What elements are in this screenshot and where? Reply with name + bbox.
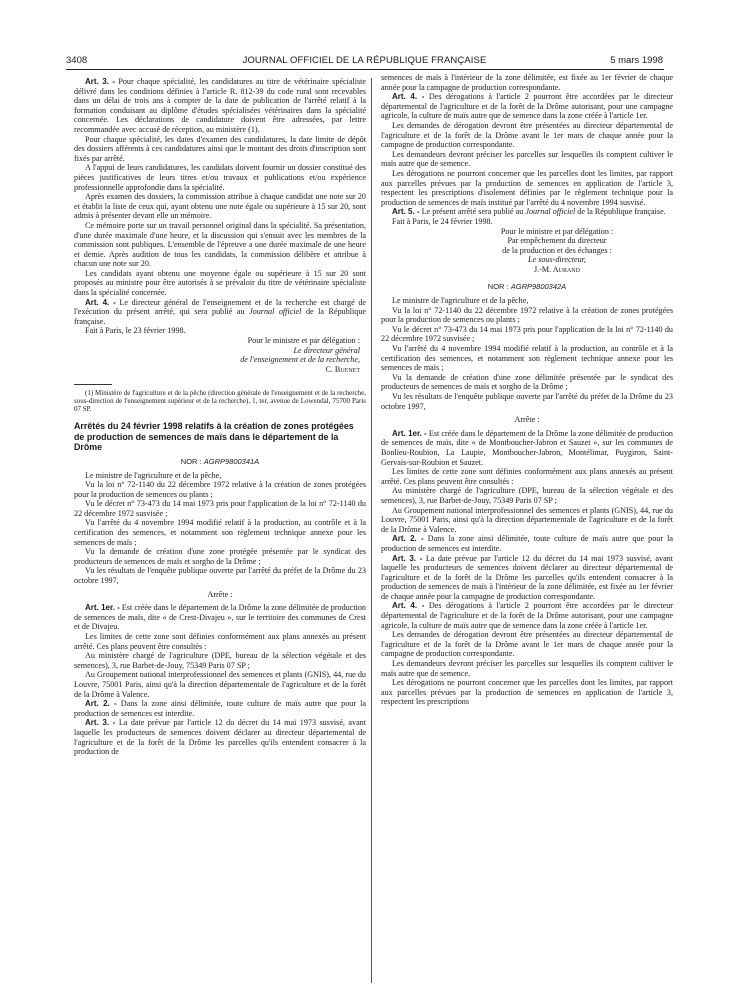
paragraph: Vu la loi n° 72-1140 du 22 décembre 1972 relative à la création de zones protégées pour la production de semences ou plants ; (74, 480, 366, 499)
signature-line: Par empêchement du directeur (507, 236, 607, 246)
paragraph: Les limites de cette zone sont définies conformément aux plans annexés au présent arrêté. Ces plans peuvent être consultés : (74, 632, 366, 651)
paragraph: Les demandes de dérogation devront être présentées au directeur départemental de l'agriculture et de la forêt de la Drôme avant le 1er mars de chaque année pour la campagne de production correspondante. (381, 120, 673, 150)
paragraph: Art. 3. - La date prévue par l'article 12 du décret du 14 mai 1973 susvisé, avant laquelle les producteurs de semences doivent déclarer au directeur départemental de l'agriculture et de la forêt de la Drôme les parcelles qu'ils entendent consacrer à la production de semences de maïs à l'intérieur de la zone délimitée, est fixée au 1er février de chaque année pour la campagne de production correspondante. (381, 553, 673, 601)
signature-line: de l'enseignement et de la recherche, (240, 355, 360, 365)
paragraph: Vu les résultats de l'enquête publique ouverte par l'arrêté du préfet de la Drôme du 23 octobre 1997, (381, 392, 673, 411)
signature-line: de la production et des échanges : (502, 245, 612, 255)
journal-title: JOURNAL OFFICIEL DE LA RÉPUBLIQUE FRANÇAISE (242, 55, 487, 66)
paragraph: Vu la demande de création d'une zone délimitée présentée par le syndicat des producteurs de semences de maïs et sorgho de la Drôme ; (381, 372, 673, 392)
section-title: Arrêtés du 24 février 1998 relatifs à la création de zones protégées de production de semences de maïs dans le département de la Drôme (74, 421, 354, 453)
paragraph: Le ministre de l'agriculture et de la pêche, (392, 296, 529, 306)
article-label: Art. 5. - (392, 207, 420, 217)
header-rule (66, 69, 664, 70)
paragraph: Art. 1er. - Est créée dans le département de la Drôme la zone délimitée de production de semences de maïs, dite « de Crest-Divajeu », sur le territoire des communes de Crest et de Divajeu. (74, 603, 366, 632)
paragraph: Après examen des dossiers, la commission attribue à chaque candidat une note sur 20 et établit la liste de ceux qui, ayant obtenu une note égale ou supérieure à 15 sur 20, sont admis à présenter devant elle un mémoire. (74, 192, 366, 221)
paragraph: Art. 4. - Des dérogations à l'article 2 pourront être accordées par le directeur départemental de l'agriculture et de la forêt de la Drôme autorisant, pour une campagne agricole, la culture de maïs autre que de semence dans la zone créée à l'article 1er. (381, 92, 673, 121)
fait-line: Fait à Paris, le 23 février 1998. (85, 326, 186, 336)
signatory-name: J.-M. Aurand (534, 264, 580, 274)
paragraph: Art. 5. - Le présent arrêté sera publié au Journal officiel de la République française. (392, 207, 666, 217)
paragraph: Vu le décret n° 73-473 du 14 mai 1973 pris pour l'application de la loi n° 72-1140 du 22 décembre 1972 susvisée ; (74, 499, 366, 518)
article-label: Art. 3. - (392, 553, 423, 563)
right-column (381, 73, 673, 707)
article-label: Art. 1er. - (85, 603, 120, 613)
paragraph: Au ministère chargé de l'agriculture (DPE, bureau de la sélection végétale et des semences), 3, rue Barbet-de-Jouy, 75349 Paris 07 SP ; (74, 651, 366, 670)
paragraph: Les dérogations ne pourront concerner que les parcelles dont les limites, par rapport aux parcelles prévues par la production de semences en application de l'article 3, respectent les prescriptions (381, 678, 673, 707)
paragraph: Vu la loi n° 72-1140 du 22 décembre 1972 relative à la création de zones protégées pour la production de semences ou plants ; (381, 305, 673, 325)
signature-line: Le sous-directeur, (528, 255, 586, 265)
article-label: Art. 3. - (85, 77, 116, 86)
paragraph: Art. 4. - Des dérogations à l'article 2 pourront être accordées par le directeur départemental de l'agriculture et de la forêt de la Drôme autorisant, pour une campagne agricole, la culture de maïs autre que de semence dans la zone créée à l'article 1er. (381, 601, 673, 630)
article-label: Art. 2. - (85, 699, 117, 709)
signatory-name: C. Buenet (325, 364, 360, 374)
paragraph: Les demandeurs devront préciser les parcelles sur lesquelles ils comptent cultiver le maïs autre que de semence. (381, 149, 673, 169)
paragraph: Vu les résultats de l'enquête publique ouverte par l'arrêté du préfet de la Drôme du 23 octobre 1997, (74, 566, 366, 586)
paragraph: Ce mémoire porte sur un travail personnel original dans la spécialité. Sa présentation, d'une durée maximale d'une heure, et la discussion qui s'ensuit avec les membres de la commission sont publiques. L'ensemble de l'épreuve a une durée maximale de une heure et demie. Après audition de tous les candidats, la commission délibère et attribue à chacun une note sur 20. (74, 220, 366, 269)
fait-line: Fait à Paris, le 24 février 1998. (392, 216, 493, 226)
page-number: 3408 (66, 55, 88, 66)
paragraph: Au Groupement national interprofessionnel des semences et plants (GNIS), 44, rue du Louvre, 75001 Paris, ainsi qu'à la direction départementale de l'agriculture et de la forêt de la Drôme à Valence. (74, 670, 366, 699)
paragraph: Pour chaque spécialité, les dates d'examen des candidatures, la date limite de dépôt des dossiers afférents à ces candidatures ainsi que le montant des droits d'inscription sont fixés par arrêté. (74, 134, 366, 163)
footnote-rule (74, 384, 112, 385)
article-label: Art. 4. - (392, 601, 425, 611)
paragraph: Art. 3. - La date prévue par l'article 12 du décret du 14 mai 1973 susvisé, avant laquelle les producteurs de semences doivent déclarer au directeur départemental de l'agriculture et de la forêt de la Drôme les parcelles qu'ils entendent consacrer à la production de (74, 718, 366, 757)
paragraph: Au Groupement national interprofessionnel des semences et plants (GNIS), 44, rue du Louvre, 75001 Paris, ainsi qu'à la direction départementale de l'agriculture et de la forêt de la Drôme à Valence. (381, 505, 673, 534)
article-label: Art. 2. - (392, 534, 424, 544)
article-label: Art. 3. - (85, 718, 116, 728)
article-label: Art. 4. - (392, 92, 425, 102)
nor-reference: NOR : AGRP9800341A (180, 456, 260, 466)
signature-line: Pour le ministre et par délégation : (247, 336, 360, 346)
paragraph: Art. 1er. - Est créée dans le département de la Drôme la zone délimitée de production de semences de maïs, dite « de Montboucher-Jabron et Sauzet », sur les communes de Bonlieu-Roubion, La Laupie, Montboucher-Jabron, Montélimar, Puygiron, Saint-Gervais-sur-Roubion et Sauzet. (381, 428, 673, 467)
paragraph: Art. 2. - Dans la zone ainsi délimitée, toute culture de maïs autre que pour la production de semences est interdite. (74, 699, 367, 718)
page-header (66, 55, 663, 69)
left-column (74, 77, 366, 757)
paragraph: Les demandes de dérogation devront être présentées au directeur départemental de l'agriculture et de la forêt de la Drôme avant le 1er mars de chaque année pour la campagne de production correspondante. (381, 630, 673, 659)
paragraph: Art. 4. - Le directeur général de l'enseignement et de la recherche est chargé de l'exécution du présent arrêté, qui sera publié au Journal officiel de la République française. (74, 297, 367, 326)
paragraph: Vu l'arrêté du 4 novembre 1994 modifié relatif à la production, au contrôle et à la certification des semences, et notamment son règlement technique annexe pour les semences de maïs ; (74, 518, 366, 547)
paragraph: Les candidats ayant obtenu une moyenne égale ou supérieure à 15 sur 20 sont proposés au ministre pour être autorisés à se prévaloir du titre de vétérinaire spécialiste dans la spécialité concernée. (74, 268, 366, 298)
paragraph: Vu la demande de création d'une zone protégée présentée par le syndicat des producteurs de semences de maïs et sorgho de la Drôme ; (74, 547, 366, 566)
paragraph: Vu l'arrêté du 4 novembre 1994 modifié relatif à la production, au contrôle et à la certification des semences, et notamment son règlement technique annexe pour les semences de maïs ; (381, 344, 673, 373)
paragraph: Art. 2. - Dans la zone ainsi délimitée, toute culture de maïs autre que pour la production de semences est interdite. (381, 534, 674, 553)
signature-line: Pour le ministre et par délégation : (500, 226, 614, 236)
arrete-heading: Arrête : (207, 589, 233, 599)
paragraph: Art. 3. - Pour chaque spécialité, les candidatures au titre de vétérinaire spécialiste délivré dans les conditions définies à l'article R. 812-39 du code rural sont recevables dans un délai de trois ans à compter de la date de publication de l'arrêté relatif à la formation conduisant au diplôme d'études spécialisées vétérinaires dans la spécialité concernée. Les déclarations de candidature doivent être adressées, par lettre recommandée avec accusé de réception, au ministère (1). (74, 77, 366, 134)
article-label: Art. 1er. - (392, 428, 427, 438)
nor-reference: NOR : AGRP9800342A (487, 282, 567, 292)
paragraph: Les limites de cette zone sont définies conformément aux plans annexés au présent arrêté. Ces plans peuvent être consultés : (381, 467, 673, 486)
paragraph: Les dérogations ne pourront concerner que les parcelles dont les limites, par rapport aux parcelles prévues par la production de semences en application de l'article 3, respectent les prescriptions d'isolement définies par le règlement technique pour la production de semences de maïs institué par l'arrêté du 4 novembre 1994 susvisé. (381, 168, 673, 207)
signature-line: Le directeur général (293, 345, 360, 355)
paragraph: A l'appui de leurs candidatures, les candidats doivent fournir un dossier constitué des pièces justificatives de leurs titres et/ou travaux et publications et/ou expérience professionnelle approfondie dans la spécialité. (74, 163, 366, 192)
issue-date: 5 mars 1998 (610, 55, 663, 66)
paragraph: Au ministère chargé de l'agriculture (DPE, bureau de la sélection végétale et des semences), 3, rue Barbet-de-Jouy, 75349 Paris 07 SP ; (381, 486, 673, 505)
paragraph: Vu le décret n° 73-473 du 14 mai 1973 pris pour l'application de la loi n° 72-1140 du 22 décembre 1972 susvisée ; (381, 324, 673, 344)
arrete-heading: Arrête : (514, 415, 540, 425)
paragraph: semences de maïs à l'intérieur de la zone délimitée, est fixée au 1er février de chaque année pour la campagne de production correspondante. (381, 73, 673, 92)
article-label: Art. 4. - (85, 297, 116, 307)
paragraph: Les demandeurs devront préciser les parcelles sur lesquelles ils comptent cultiver le maïs autre que de semence. (381, 659, 673, 678)
paragraph: Le ministre de l'agriculture et de la pêche, (85, 470, 222, 480)
column-separator (371, 78, 372, 983)
footnote: (1) Ministère de l'agriculture et de la pêche (direction générale de l'enseignement et de la recherche, sous-direction de l'enseignement supérieur et de la recherche), 1, ter, avenue de Lowendal, 75700 Paris 07 SP. (74, 389, 366, 414)
